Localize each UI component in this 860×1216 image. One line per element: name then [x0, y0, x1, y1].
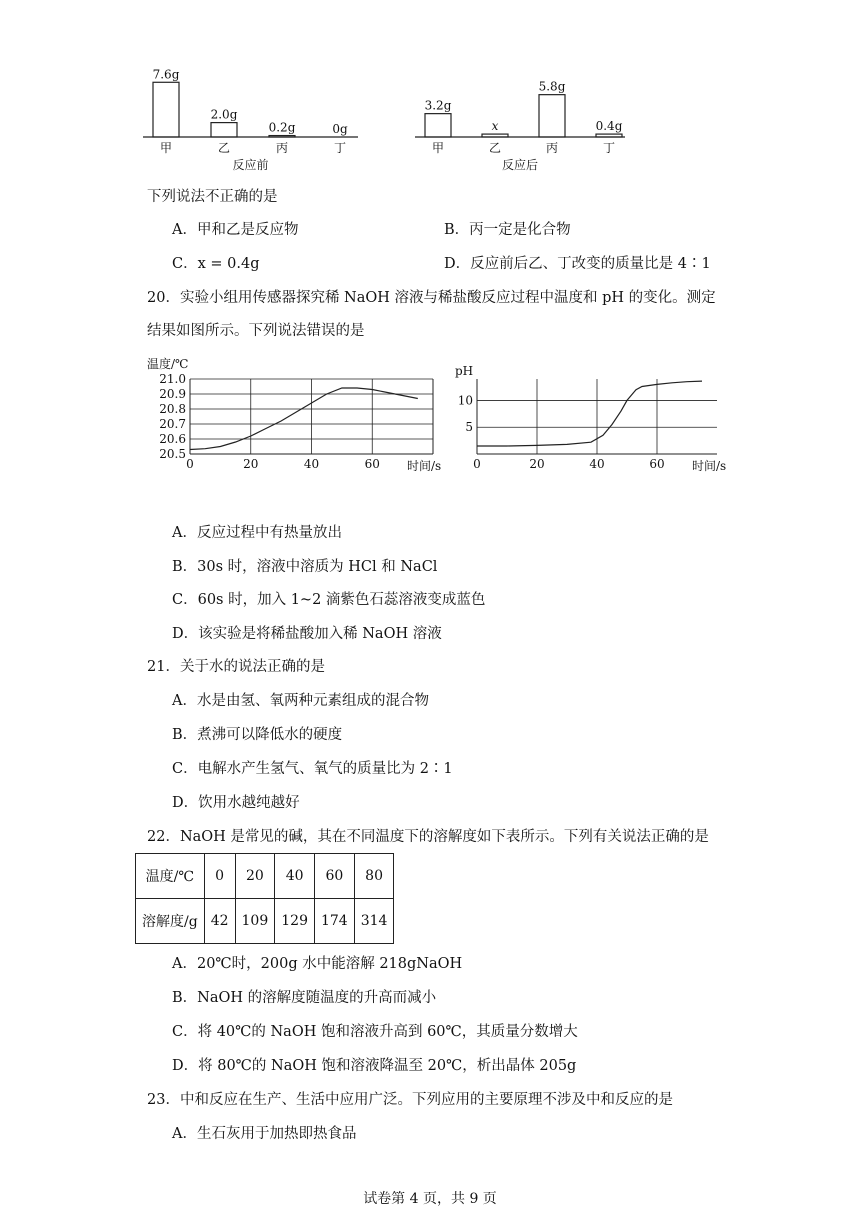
bar-丙	[539, 95, 565, 137]
bar-category-label: 丁	[333, 141, 347, 155]
bar-value-label: 7.6g	[152, 67, 180, 82]
bar-乙	[211, 123, 237, 137]
y-tick-label: 20.5	[159, 447, 186, 461]
bar-乙	[482, 134, 508, 137]
q19-option-d: D．反应前后乙、丁改变的质量比是 4∶1	[444, 256, 711, 272]
table-row-temperature	[136, 854, 394, 899]
q20-option-a: A．反应过程中有热量放出	[172, 525, 342, 541]
x-axis-label: 时间/s	[692, 459, 727, 473]
q22-option-d: D．将 80℃的 NaOH 饱和溶液降温至 20℃，析出晶体 205g	[172, 1058, 577, 1074]
q19-option-c: C．x = 0.4g	[172, 256, 260, 272]
bar-value-label: 3.2g	[424, 98, 452, 113]
table-cell: 20	[235, 854, 275, 899]
ph-chart	[455, 364, 726, 473]
table-cell: 溶解度/g	[136, 899, 205, 944]
q19-stem: 下列说法不正确的是	[147, 189, 278, 205]
table-cell: 174	[314, 899, 354, 944]
q21-option-d: D．饮用水越纯越好	[172, 795, 300, 811]
bar-category-label: 乙	[217, 141, 231, 155]
y-tick-label: 20.6	[159, 432, 186, 446]
bar-丙	[269, 136, 295, 137]
q19-option-a: A．甲和乙是反应物	[172, 222, 299, 238]
bar-category-label: 丁	[602, 141, 616, 155]
bar-category-label: 丙	[275, 141, 289, 155]
q22-option-b: B．NaOH 的溶解度随温度的升高而减小	[172, 990, 437, 1006]
bar-category-label: 甲	[431, 141, 445, 155]
y-tick-label: 10	[457, 393, 473, 408]
x-tick-label: 20	[243, 457, 259, 471]
q21-stem: 21．关于水的说法正确的是	[147, 659, 325, 675]
table-cell: 0	[204, 854, 235, 899]
bar-甲	[153, 82, 179, 137]
y-tick-label: 20.8	[159, 402, 186, 416]
bar-value-label: x	[491, 119, 499, 134]
bar-category-label: 丙	[545, 141, 559, 155]
bar-chart-caption: 反应前	[232, 158, 269, 172]
bar-value-label: 2.0g	[210, 107, 238, 122]
table-cell: 314	[354, 899, 394, 944]
q19-option-b: B．丙一定是化合物	[444, 222, 571, 238]
table-cell: 温度/℃	[136, 854, 205, 899]
bar-category-label: 甲	[159, 141, 173, 155]
q20-stem-line2: 结果如图所示。下列说法错误的是	[147, 323, 365, 339]
page-footer: 试卷第 4 页，共 9 页	[363, 1191, 497, 1207]
q20-charts	[0, 350, 860, 490]
table-cell: 109	[235, 899, 275, 944]
x-tick-label: 60	[649, 457, 665, 471]
series-line	[190, 388, 418, 450]
q22-option-c: C．将 40℃的 NaOH 饱和溶液升高到 60℃，其质量分数增大	[172, 1024, 578, 1040]
temperature-chart	[147, 356, 441, 473]
table-row-solubility	[136, 899, 394, 944]
bar-value-label: 0g	[332, 122, 348, 136]
q22-stem: 22．NaOH 是常见的碱，其在不同温度下的溶解度如下表所示。下列有关说法正确的是	[147, 829, 709, 845]
table-cell: 42	[204, 899, 235, 944]
table-cell: 129	[275, 899, 315, 944]
q21-option-a: A．水是由氢、氧两种元素组成的混合物	[172, 693, 429, 709]
x-tick-label: 0	[473, 457, 481, 471]
y-axis-label: 温度/℃	[147, 357, 189, 371]
q21-option-b: B．煮沸可以降低水的硬度	[172, 727, 343, 743]
q21-option-c: C．电解水产生氢气、氧气的质量比为 2∶1	[172, 761, 453, 777]
x-tick-label: 40	[303, 457, 320, 471]
y-tick-label: 20.7	[159, 417, 186, 431]
bar-chart-after	[415, 80, 625, 172]
x-tick-label: 60	[364, 457, 380, 471]
x-tick-label: 40	[589, 457, 605, 471]
x-axis-label: 时间/s	[407, 459, 442, 473]
bar-value-label: 0.2g	[268, 120, 296, 135]
q23-stem: 23．中和反应在生产、生活中应用广泛。下列应用的主要原理不涉及中和反应的是	[147, 1092, 673, 1108]
solubility-table	[135, 853, 394, 944]
q23-option-a: A．生石灰用于加热即热食品	[172, 1126, 357, 1142]
x-tick-label: 0	[186, 457, 194, 471]
bar-chart-before	[143, 67, 358, 172]
q20-option-d: D．该实验是将稀盐酸加入稀 NaOH 溶液	[172, 626, 442, 642]
y-tick-label: 5	[465, 420, 473, 435]
bar-category-label: 乙	[488, 141, 502, 155]
table-cell: 60	[314, 854, 354, 899]
bar-chart-caption: 反应后	[501, 158, 539, 172]
table-cell: 80	[354, 854, 394, 899]
y-tick-label: 20.9	[159, 387, 186, 401]
bar-value-label: 5.8g	[538, 79, 566, 94]
bar-value-label: 0.4g	[595, 119, 623, 134]
y-axis-label: pH	[455, 364, 474, 378]
series-line	[477, 381, 702, 446]
q20-stem-line1: 20．实验小组用传感器探究稀 NaOH 溶液与稀盐酸反应过程中温度和 pH 的变化。测定	[147, 290, 716, 306]
bar-丁	[596, 134, 622, 137]
q19-figure	[0, 0, 860, 185]
x-tick-label: 20	[529, 457, 545, 471]
y-tick-label: 21.0	[159, 372, 186, 386]
q22-option-a: A．20℃时，200g 水中能溶解 218gNaOH	[172, 956, 463, 972]
bar-甲	[425, 114, 451, 137]
table-cell: 40	[275, 854, 315, 899]
q20-option-b: B．30s 时，溶液中溶质为 HCl 和 NaCl	[172, 559, 438, 575]
q20-option-c: C．60s 时，加入 1~2 滴紫色石蕊溶液变成蓝色	[172, 592, 486, 608]
